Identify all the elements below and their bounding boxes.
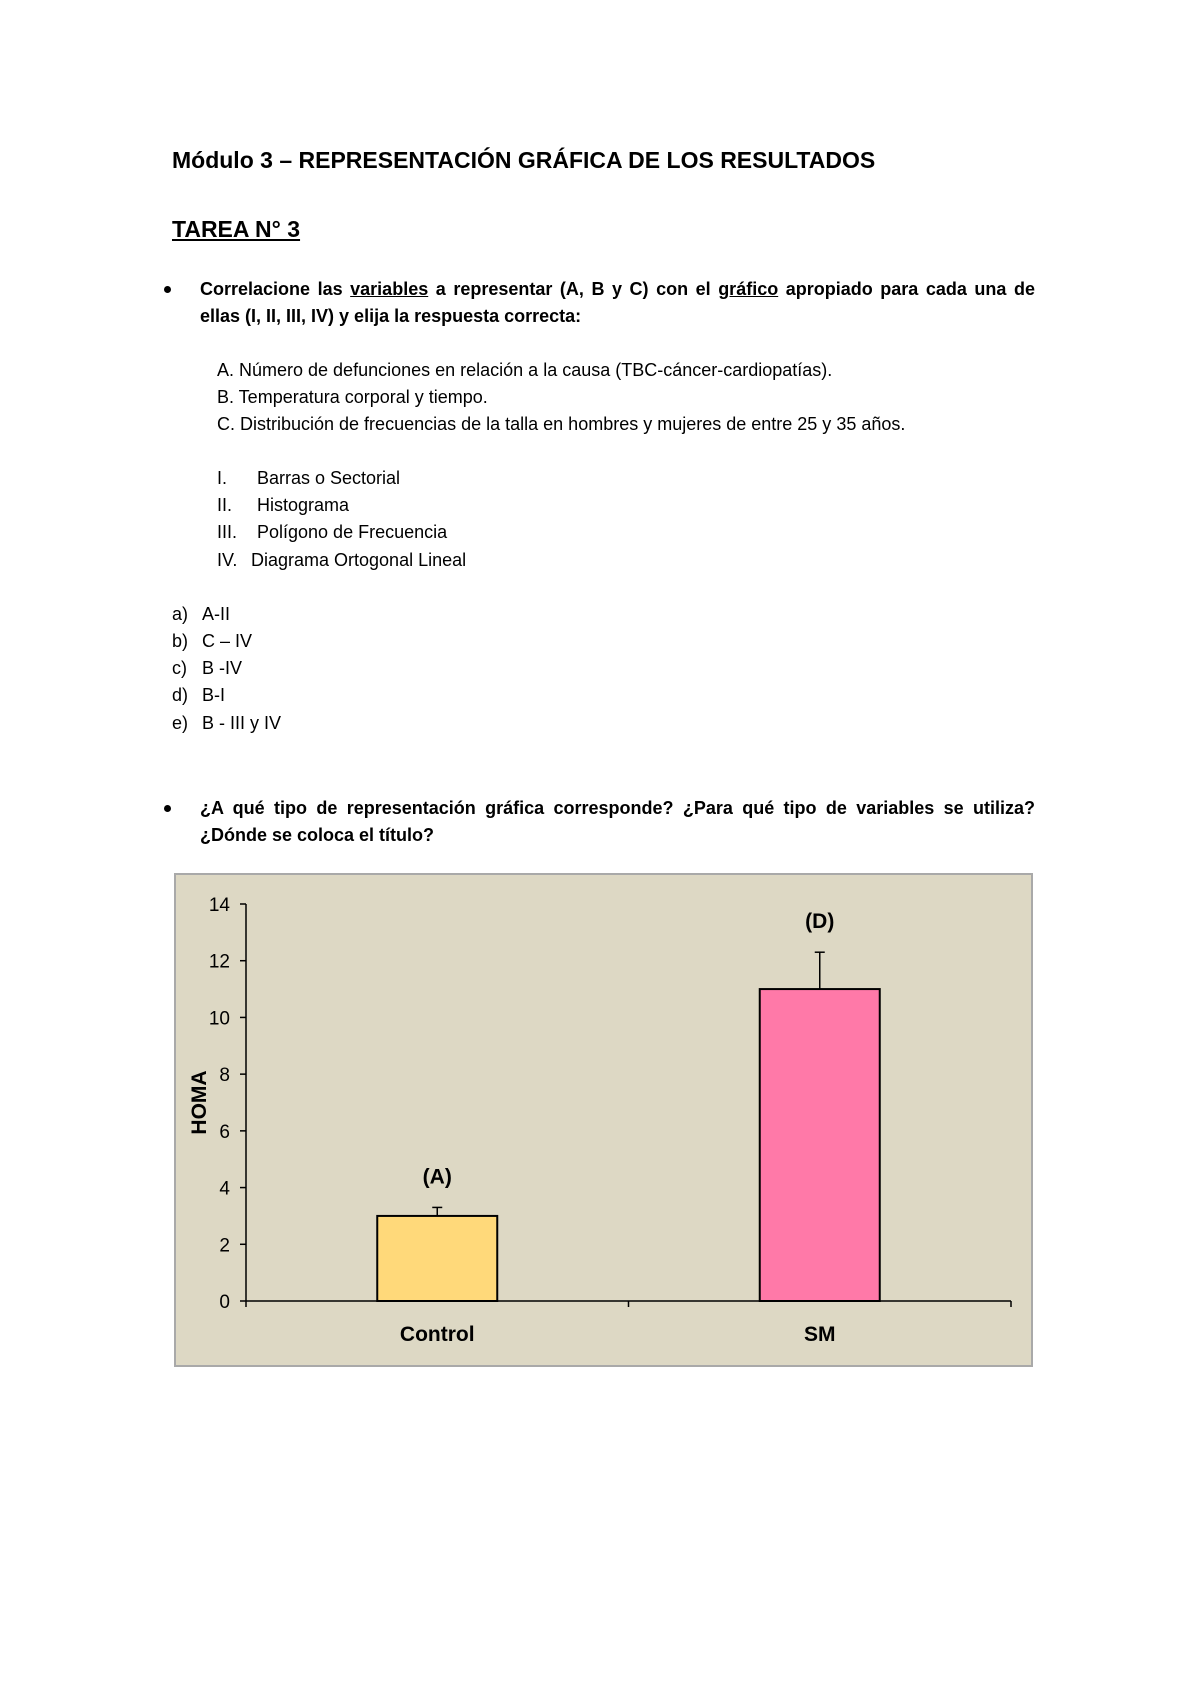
answer-letter: a) — [172, 604, 189, 624]
chart-type-item — [217, 522, 447, 543]
question-1-text-part: Correlacione las — [200, 279, 351, 299]
y-tick-label: 8 — [219, 1065, 230, 1087]
task-heading: TAREA N° 3 — [172, 216, 301, 242]
answer-option — [172, 685, 225, 706]
bullet-icon — [164, 805, 171, 812]
answer-letter: e) — [172, 713, 189, 733]
y-tick-label: 2 — [219, 1235, 230, 1257]
answer-option — [172, 631, 252, 652]
x-category-label: Control — [399, 1323, 475, 1346]
bar-annotation: (D) — [805, 910, 835, 934]
bar-control — [377, 1216, 497, 1301]
chart-type-number: III. — [217, 522, 238, 542]
chart-canvas — [176, 875, 1031, 1365]
bar-annotation: (A) — [422, 1165, 452, 1189]
y-tick-label: 10 — [208, 1008, 230, 1030]
variable-item: A. Número de defunciones en relación a la causa (TBC-cáncer-cardiopatías). — [217, 360, 833, 380]
chart-type-label: Barras o Sectorial — [257, 468, 401, 488]
bar-chart — [174, 873, 1033, 1367]
y-axis-title: HOMA — [188, 1070, 211, 1135]
module-title: Módulo 3 – REPRESENTACIÓN GRÁFICA DE LOS RESULTADOS — [172, 147, 876, 173]
y-tick-label: 4 — [219, 1178, 230, 1200]
answer-text: C – IV — [202, 631, 253, 651]
y-tick-label: 6 — [219, 1121, 230, 1143]
chart-type-item — [217, 495, 349, 516]
answer-letter: b) — [172, 631, 189, 651]
answer-option — [172, 658, 242, 679]
answer-option — [172, 604, 230, 625]
chart-type-label: Diagrama Ortogonal Lineal — [251, 550, 467, 570]
question-1-text-part: a representar (A, B y C) con el — [428, 279, 719, 299]
chart-type-item — [217, 550, 466, 571]
answer-text: A-II — [202, 604, 231, 624]
question-1 — [200, 276, 1035, 330]
answer-text: B - III y IV — [202, 713, 282, 733]
underlined-term: gráfico — [718, 279, 779, 299]
y-tick-label: 12 — [208, 951, 230, 973]
question-2: ¿A qué tipo de representación gráfica corresponde? ¿Para qué tipo de variables se utiliza? ¿Dónde se coloca el título? — [200, 798, 1035, 845]
y-tick-label: 0 — [219, 1292, 230, 1313]
chart-type-label: Histograma — [257, 495, 350, 515]
chart-type-number: II. — [217, 495, 233, 515]
chart-type-number: IV. — [217, 550, 238, 570]
bar-sm — [760, 989, 880, 1301]
chart-type-label: Polígono de Frecuencia — [257, 522, 448, 542]
answer-letter: d) — [172, 685, 189, 705]
answer-text: B-I — [202, 685, 226, 705]
underlined-term: variables — [350, 279, 429, 299]
answer-letter: c) — [172, 658, 187, 678]
variable-item: C. Distribución de frecuencias de la talla en hombres y mujeres de entre 25 y 35 años. — [217, 414, 906, 434]
question-1-text-part: apropiado para cada una de ellas (I, II, III, IV) y elija la respuesta correcta: — [200, 279, 1035, 326]
x-category-label: SM — [804, 1323, 836, 1346]
variable-item: B. Temperatura corporal y tiempo. — [217, 387, 488, 407]
bullet-icon — [164, 286, 171, 293]
chart-type-item — [217, 468, 400, 489]
y-tick-label: 14 — [208, 895, 230, 916]
answer-option — [172, 713, 281, 734]
answer-text: B -IV — [202, 658, 243, 678]
chart-type-number: I. — [217, 468, 228, 488]
